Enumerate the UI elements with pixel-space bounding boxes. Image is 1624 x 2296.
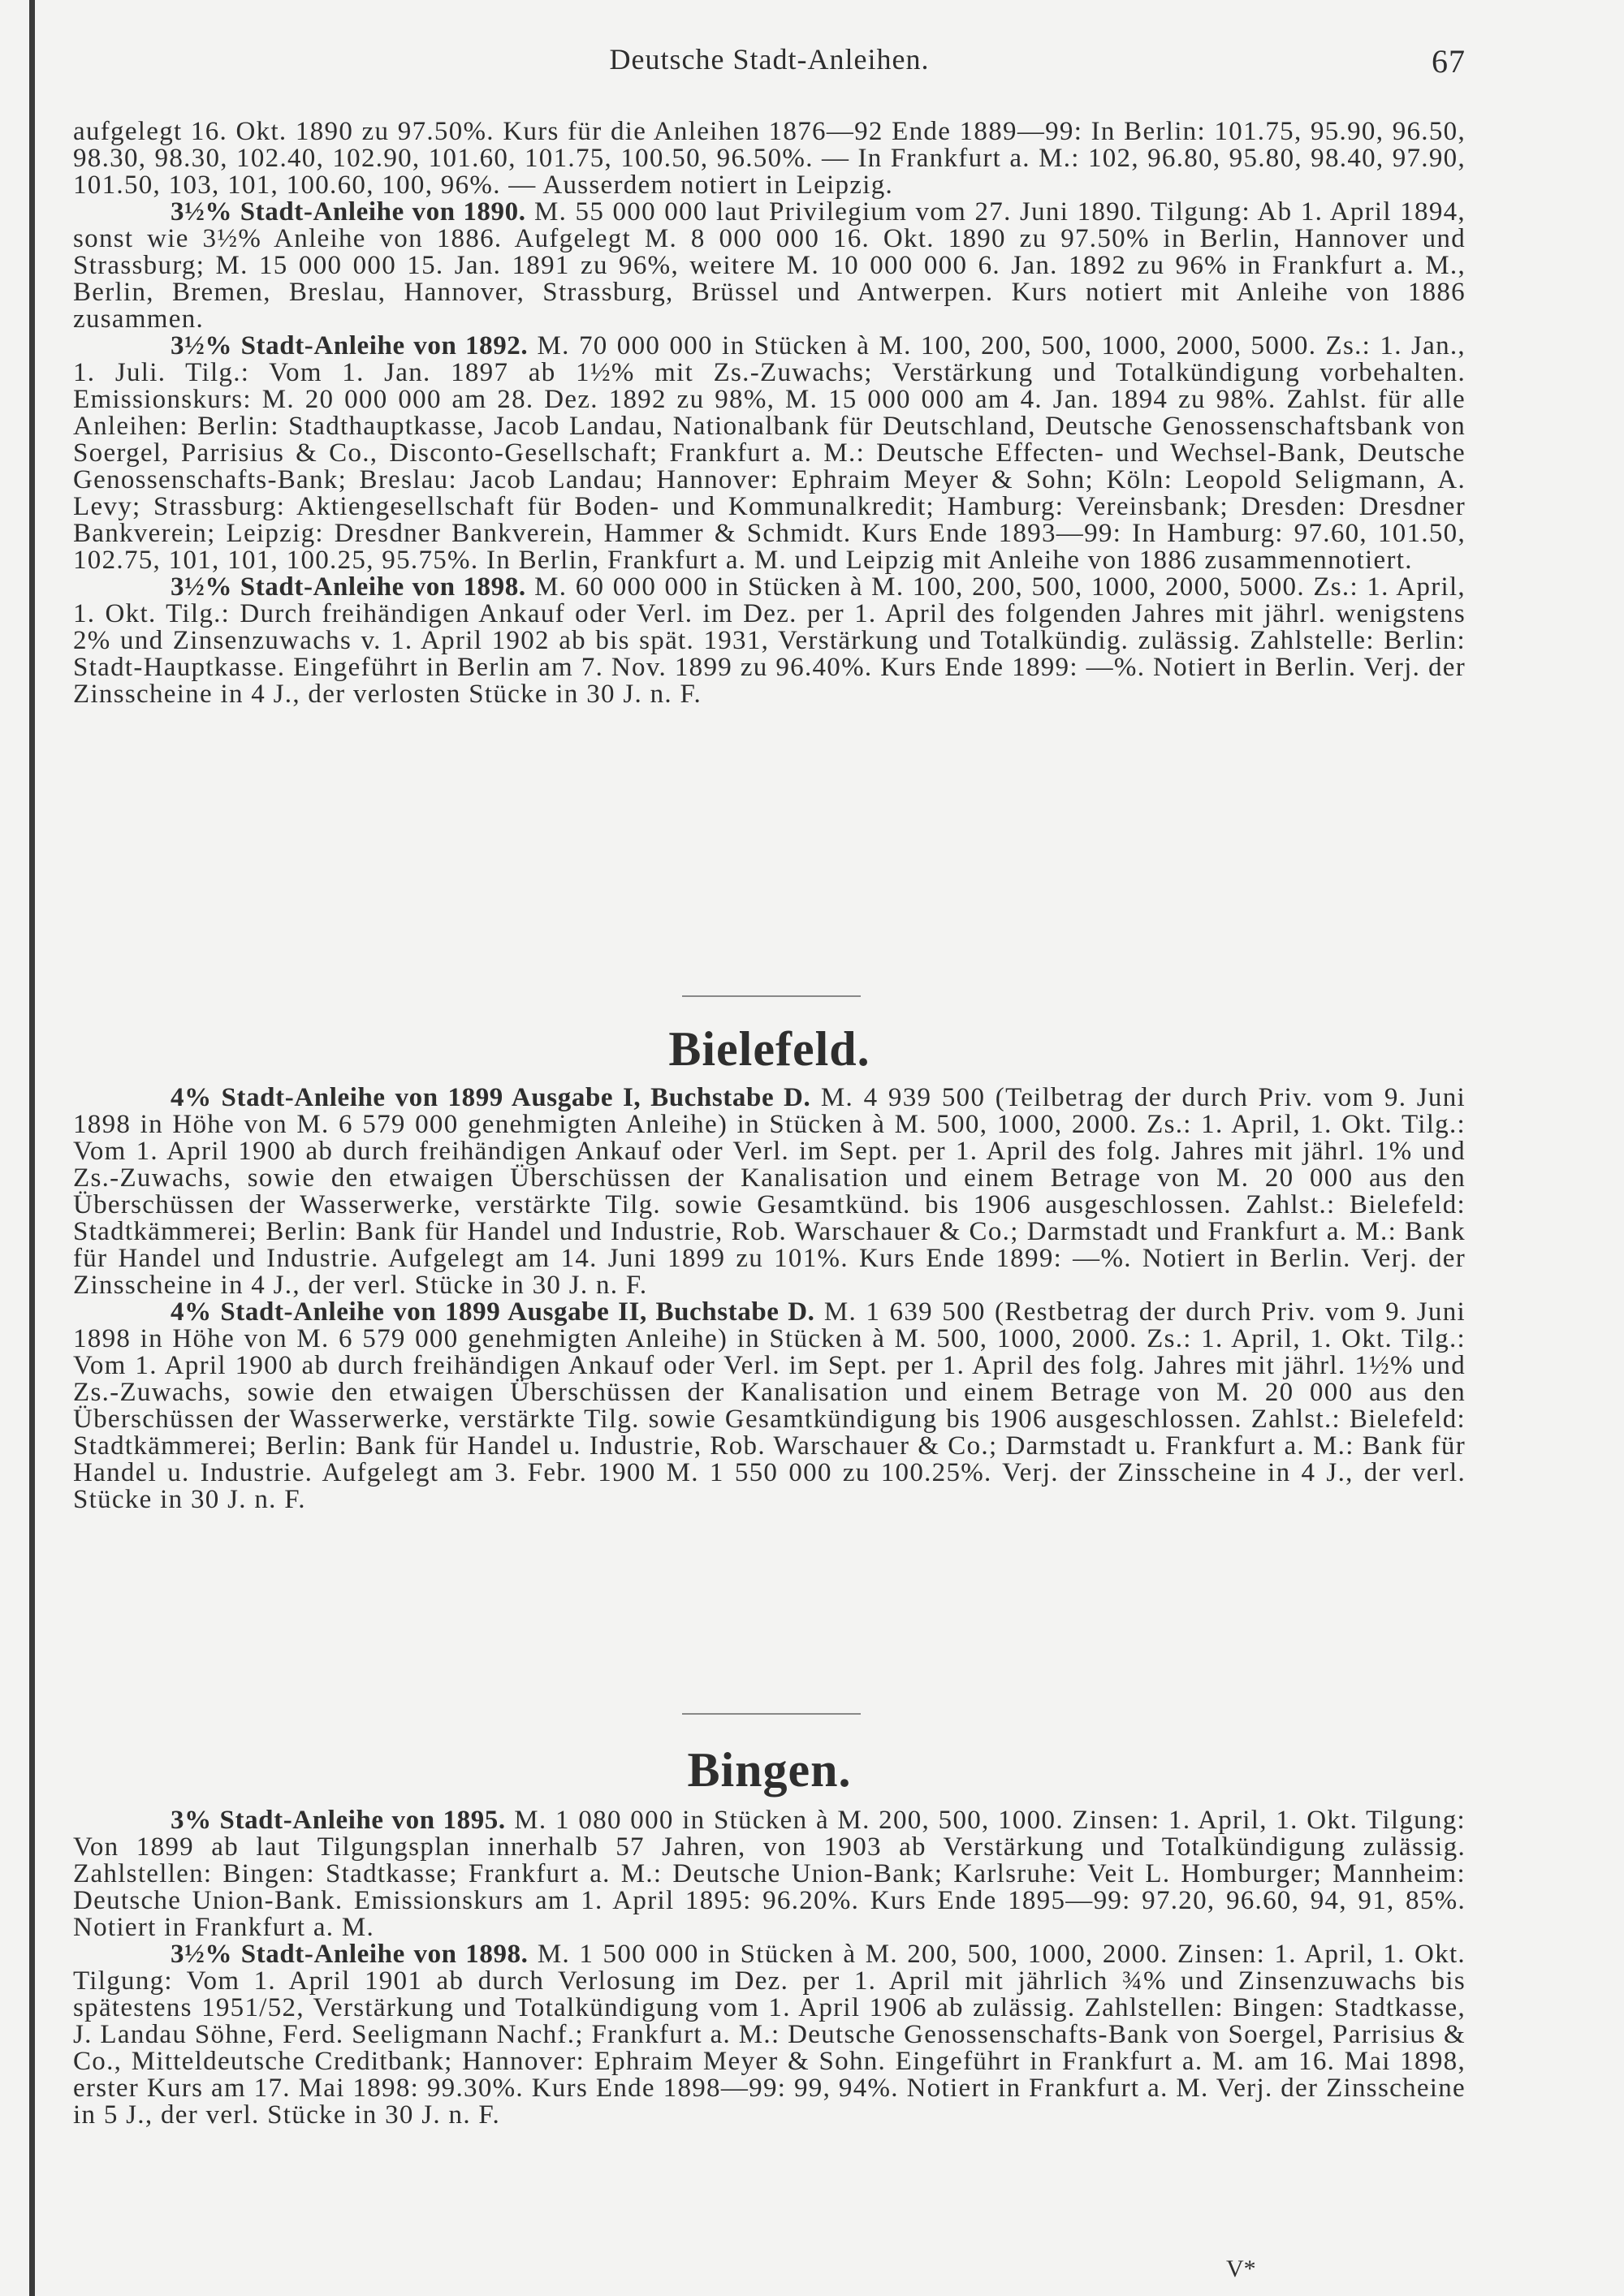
loan-entry: [73, 1941, 1466, 2129]
loan-text: M. 4 939 500 (Teilbetrag der durch Priv. vom 9. Juni 1898 in Höhe von M. 6 579 000 genehmigten Anleihe) in Stücken à M. 500, 1000, 2000. Zs.: 1. April, 1. Okt. Tilg.: Vom 1. April 1900 ab durch freihändigen Ankauf oder Verl. im Sept. per 1. April des folg. Jahres mit jährl. 1% und Zs.-Zuwachs, sowie den etwaigen Überschüssen der Kanalisation und einem Betrage von M. 20 000 aus den Überschüssen der Wasserwerke, verstärkte Tilg. sowie Gesamtkünd. bis 1906 ausgeschlossen. Zahlst.: Bielefeld: Stadtkämmerei; Berlin: Bank für Handel und Industrie, Rob. Warschauer & Co.; Darmstadt und Frankfurt a. M.: Bank für Handel und Industrie. Aufgelegt am 14. Juni 1899 zu 101%. Kurs Ende 1899: —%. Notiert in Berlin. Verj. der Zinsscheine in 4 J., der verl. Stücke in 30 J. n. F.: [73, 1083, 1466, 1300]
loan-text: M. 1 080 000 in Stücken à M. 200, 500, 1000. Zinsen: 1. April, 1. Okt. Tilgung: Von 1899 ab laut Tilgungsplan innerhalb 57 Jahren, von 1903 ab Verstärkung und Totalkündigung zulässig. Zahlstellen: Bingen: Stadtkasse; Frankfurt a. M.: Deutsche Union-Bank; Karlsruhe: Veit L. Homburger; Mannheim: Deutsche Union-Bank. Emissionskurs am 1. April 1895: 96.20%. Kurs Ende 1895—99: 97.20, 96.60, 94, 91, 85%. Notiert in Frankfurt a. M.: [73, 1806, 1466, 1942]
city-heading-bingen: Bingen.: [687, 1743, 852, 1797]
running-header: [73, 42, 1466, 83]
city-heading-bielefeld: Bielefeld.: [668, 1022, 870, 1076]
loan-title: 3½% Stadt-Anleihe von 1890.: [171, 197, 526, 227]
loan-entry: [73, 333, 1466, 574]
loan-entry: [73, 574, 1466, 708]
continuation-paragraph: aufgelegt 16. Okt. 1890 zu 97.50%. Kurs für die Anleihen 1876—92 Ende 1889—99: In Berlin: 101.75, 95.90, 96.50, 98.30, 98.30, 102.40, 102.90, 101.60, 101.75, 100.50, 96.50%. — In Frankfurt a. M.: 102, 96.80, 95.80, 98.40, 97.90, 101.50, 103, 101, 100.60, 100, 96%. — Ausserdem notiert in Leipzig.: [73, 117, 1466, 200]
signature-mark: V*: [1226, 2255, 1256, 2282]
loan-text: M. 55 000 000 laut Privilegium vom 27. Juni 1890. Tilgung: Ab 1. April 1894, sonst wie 3½% Anleihe von 1886. Aufgelegt M. 8 000 000 16. Okt. 1890 zu 97.50% in Berlin, Hannover und Strassburg; M. 15 000 000 15. Jan. 1891 zu 96%, weitere M. 10 000 000 6. Jan. 1892 zu 96% in Frankfurt a. M., Berlin, Bremen, Breslau, Hannover, Strassburg, Brüssel und Antwerpen. Kurs notiert mit Anleihe von 1886 zusammen.: [73, 197, 1466, 334]
loan-text: M. 1 500 000 in Stücken à M. 200, 500, 1000, 2000. Zinsen: 1. April, 1. Okt. Tilgung: Vom 1. April 1901 ab durch Verlosung im Dez. per 1. April mit jährlich ¾% und Zinsenzuwachs bis spätestens 1951/52, Verstärkung und Totalkündigung vom 1. April 1906 ab zulässig. Zahlstellen: Bingen: Stadtkasse, J. Landau Söhne, Ferd. Seeligmann Nachf.; Frankfurt a. M.: Deutsche Genossenschafts-Bank von Soergel, Parrisius & Co., Mitteldeutsche Creditbank; Hannover: Ephraim Meyer & Sohn. Eingeführt in Frankfurt a. M. am 16. Mai 1898, erster Kurs am 17. Mai 1898: 99.30%. Kurs Ende 1898—99: 99, 94%. Notiert in Frankfurt a. M. Verj. der Zinsscheine in 5 J., der verl. Stücke in 30 J. n. F.: [73, 1940, 1466, 2130]
loan-entry: [73, 199, 1466, 333]
section-berlin-continued: [73, 119, 1466, 708]
loan-text: M. 60 000 000 in Stücken à M. 100, 200, 500, 1000, 2000, 5000. Zs.: 1. April, 1. Okt. Tilg.: Durch freihändigen Ankauf oder Verl. im Dez. per 1. April des folgenden Jahres mit jährl. wenigstens 2% und Zinsenzuwachs v. 1. April 1902 ab bis spät. 1931, Verstärkung und Totalkündig. zulässig. Zahlstelle: Berlin: Stadt-Hauptkasse. Eingeführt in Berlin am 7. Nov. 1899 zu 96.40%. Kurs Ende 1899: —%. Notiert in Berlin. Verj. der Zinsscheine in 4 J., der verlosten Stücke in 30 J. n. F.: [73, 572, 1466, 709]
running-title: Deutsche Stadt-Anleihen.: [609, 43, 930, 76]
loan-title: 3% Stadt-Anleihe von 1895.: [171, 1806, 506, 1835]
loan-entry: [73, 1299, 1466, 1513]
loan-text: M. 70 000 000 in Stücken à M. 100, 200, 500, 1000, 2000, 5000. Zs.: 1. Jan., 1. Juli. Tilg.: Vom 1. Jan. 1897 ab 1½% mit Zs.-Zuwachs; Verstärkung und Totalkündigung vorbehalten. Emissionskurs: M. 20 000 000 am 28. Dez. 1892 zu 98%, M. 15 000 000 am 4. Jan. 1894 zu 98%. Zahlst. für alle Anleihen: Berlin: Stadthauptkasse, Jacob Landau, Nationalbank für Deutschland, Deutsche Genossenschaftsbank von Soergel, Parrisius & Co., Disconto-Gesellschaft; Frankfurt a. M.: Deutsche Effecten- und Wechsel-Bank, Deutsche Genossenschafts-Bank; Breslau: Jacob Landau; Hannover: Ephraim Meyer & Sohn; Köln: Leopold Seligmann, A. Levy; Strassburg: Aktiengesellschaft für Boden- und Kommunalkredit; Hamburg: Vereinsbank; Dresden: Dresdner Bankverein; Leipzig: Dresdner Bankverein, Hammer & Schmidt. Kurs Ende 1893—99: In Hamburg: 97.60, 101.50, 102.75, 101, 101, 100.25, 95.75%. In Berlin, Frankfurt a. M. und Leipzig mit Anleihe von 1886 zusammennotiert.: [73, 331, 1466, 575]
loan-title: 3½% Stadt-Anleihe von 1892.: [171, 331, 529, 360]
section-bielefeld: [73, 1085, 1466, 1513]
section-divider: [682, 1713, 861, 1715]
loan-title: 4% Stadt-Anleihe von 1899 Ausgabe I, Buchstabe D.: [171, 1083, 811, 1112]
section-divider: [682, 995, 861, 997]
loan-title: 3½% Stadt-Anleihe von 1898.: [171, 1940, 529, 1969]
page-number: 67: [1432, 43, 1466, 80]
loan-entry: [73, 1807, 1466, 1941]
loan-text: M. 1 639 500 (Restbetrag der durch Priv. vom 9. Juni 1898 in Höhe von M. 6 579 000 genehmigten Anleihe) in Stücken à M. 500, 1000, 2000. Zs.: 1. April, 1. Okt. Tilg.: Vom 1. April 1900 ab durch freihändigen Ankauf oder Verl. im Sept. per 1. April des folg. Jahres mit jährl. 1½% und Zs.-Zuwachs, sowie den etwaigen Überschüssen der Kanalisation und einem Betrage von M. 20 000 aus den Überschüssen der Wasserwerke, verstärkte Tilg. sowie Gesamtkündigung bis 1906 ausgeschlossen. Zahlst.: Bielefeld: Stadtkämmerei; Berlin: Bank für Handel u. Industrie, Rob. Warschauer & Co.; Darmstadt u. Frankfurt a. M.: Bank für Handel u. Industrie. Aufgelegt am 3. Febr. 1900 M. 1 550 000 zu 100.25%. Verj. der Zinsscheine in 4 J., der verl. Stücke in 30 J. n. F.: [73, 1297, 1466, 1514]
section-bingen: [73, 1807, 1466, 2129]
page-binding-edge: [29, 0, 35, 2296]
loan-title: 3½% Stadt-Anleihe von 1898.: [171, 572, 526, 602]
loan-entry: [73, 1085, 1466, 1299]
loan-title: 4% Stadt-Anleihe von 1899 Ausgabe II, Buchstabe D.: [171, 1297, 815, 1327]
